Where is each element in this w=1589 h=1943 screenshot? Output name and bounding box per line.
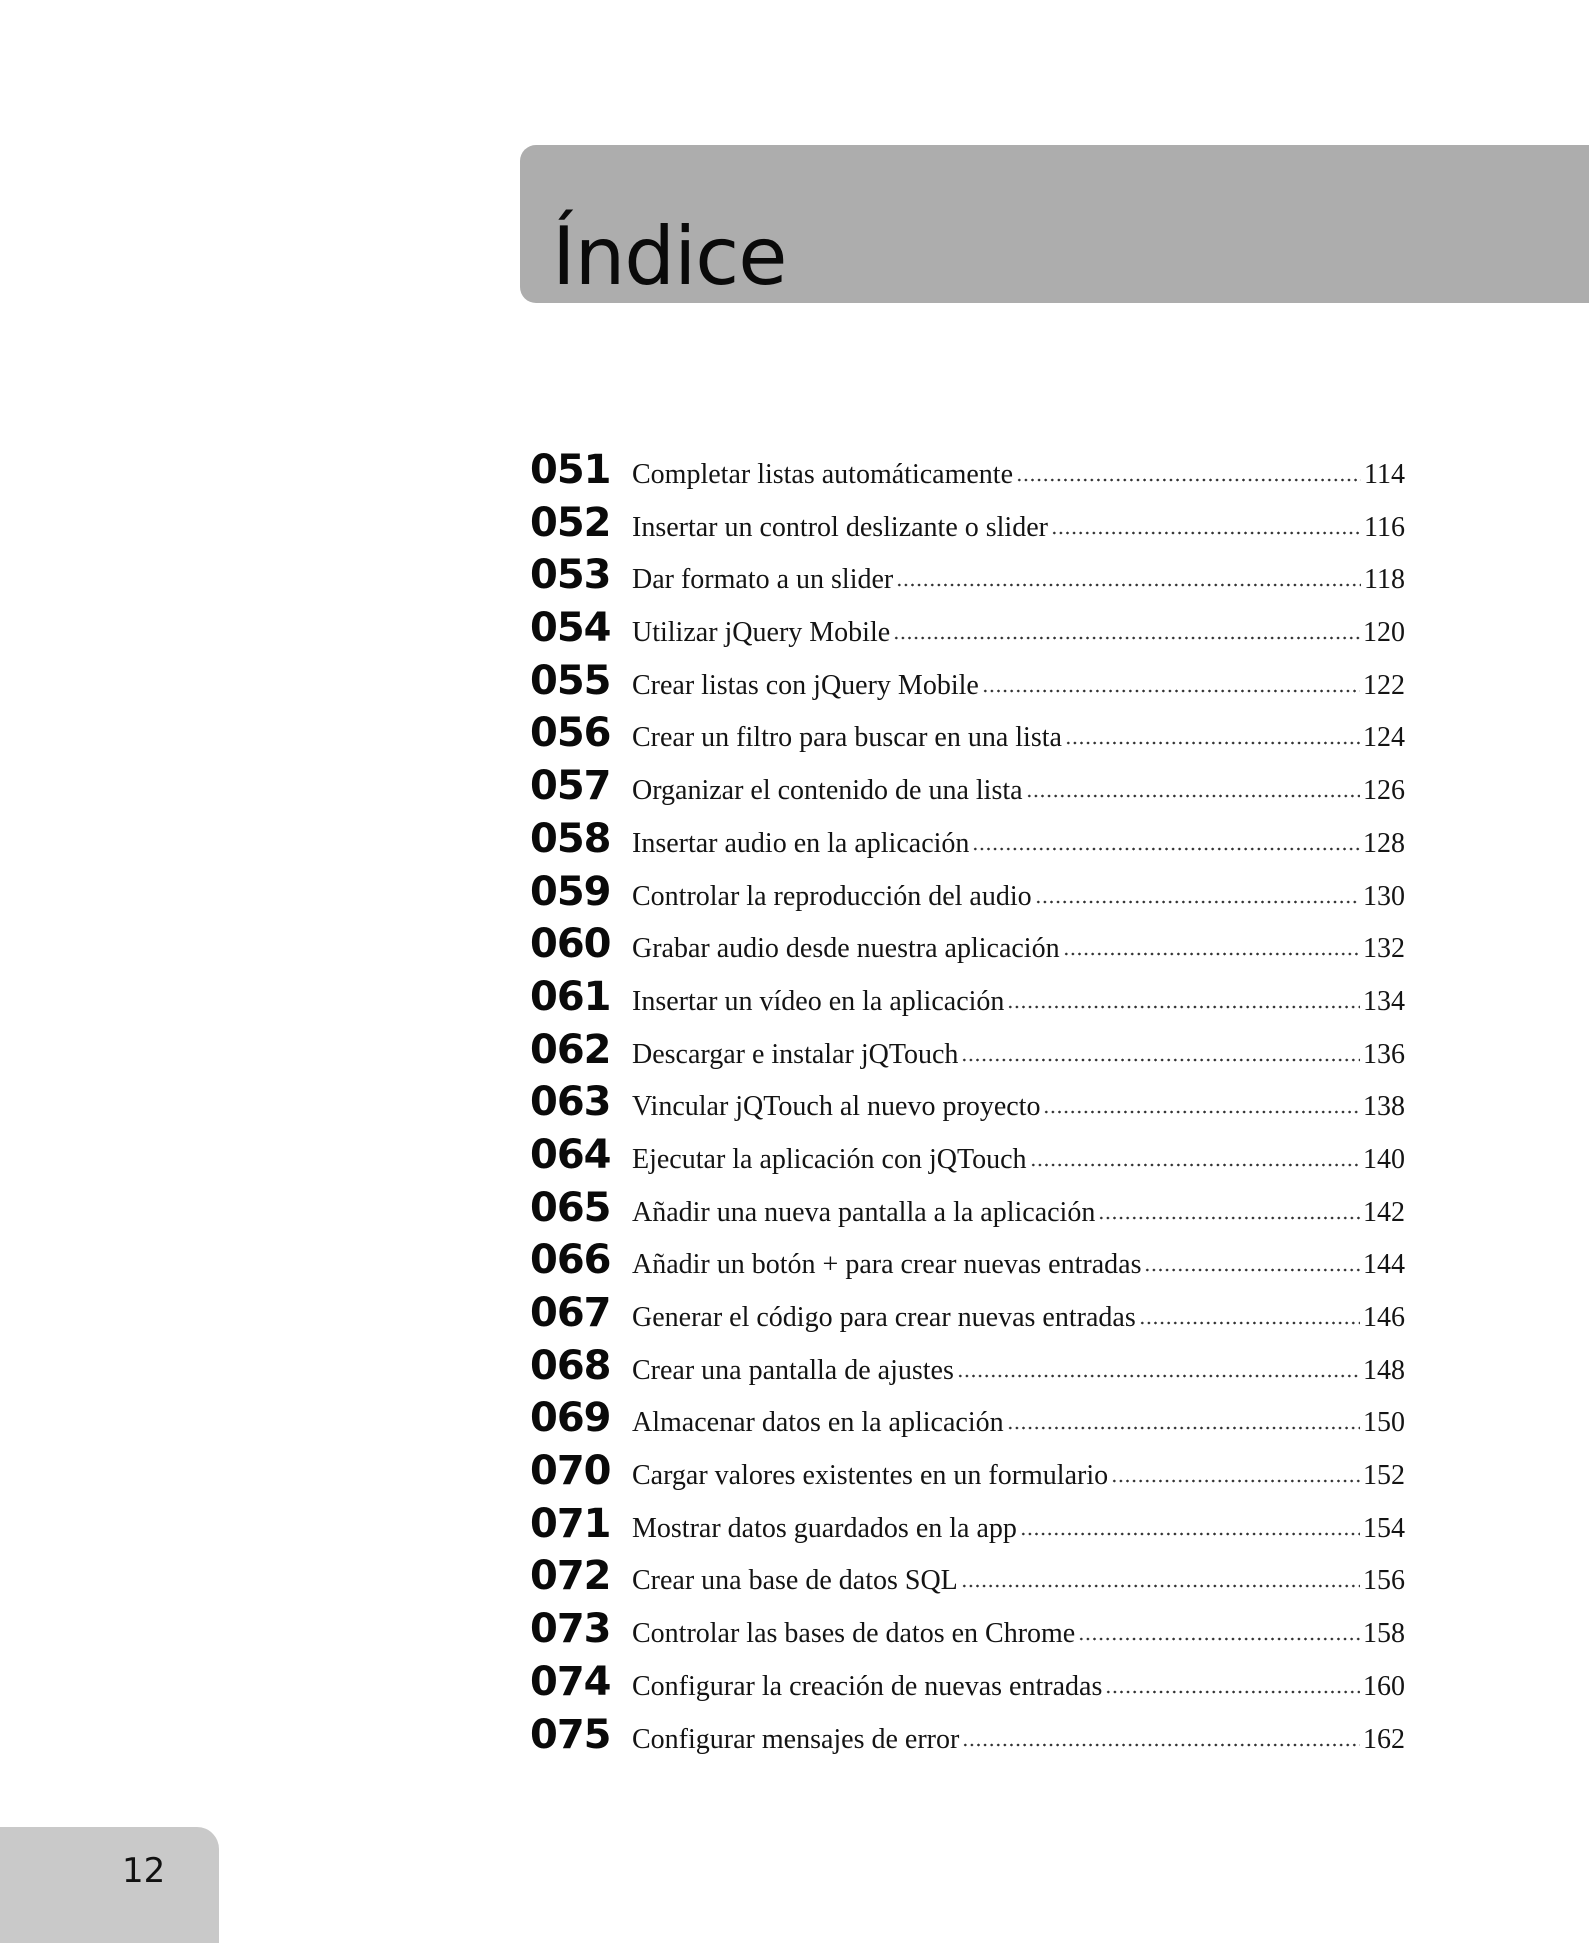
toc-entry-title: Configurar mensajes de error [632, 1723, 960, 1755]
toc-entry-number: 062 [530, 1026, 611, 1073]
toc-entry [530, 1079, 1405, 1132]
toc-entry [530, 710, 1405, 763]
dot-leader [893, 635, 1360, 641]
toc-entry-title: Almacenar datos en la aplicación [632, 1407, 1004, 1439]
toc-entry-title: Crear listas con jQuery Mobile [632, 669, 979, 701]
toc-entry-number: 053 [530, 552, 611, 599]
dot-leader [982, 688, 1360, 694]
toc-entry-title: Controlar las bases de datos en Chrome [632, 1618, 1076, 1650]
toc-entry-title: Organizar el contenido de una lista [632, 775, 1023, 807]
dot-leader [1007, 1425, 1360, 1431]
toc-entry-page: 152 [1363, 1460, 1405, 1492]
toc-entry-title: Controlar la reproducción del audio [632, 880, 1032, 912]
toc-entry-page: 128 [1363, 827, 1405, 859]
toc-entry-title: Mostrar datos guardados en la app [632, 1512, 1017, 1544]
toc-entry-number: 064 [530, 1131, 611, 1178]
toc-entry-number: 071 [530, 1500, 611, 1547]
toc-entry-number: 052 [530, 499, 611, 546]
toc-entry-page: 138 [1363, 1091, 1405, 1123]
toc-entry [530, 921, 1405, 974]
dot-leader [1144, 1267, 1360, 1273]
toc-entry [530, 1659, 1405, 1712]
toc-entry-title: Crear una pantalla de ajustes [632, 1354, 954, 1386]
dot-leader [1016, 477, 1361, 483]
toc-entry-page: 154 [1363, 1512, 1405, 1544]
dot-leader [1026, 793, 1360, 799]
toc-entry-number: 070 [530, 1448, 611, 1495]
toc-entry-page: 118 [1364, 564, 1405, 596]
toc-entry [530, 1237, 1405, 1290]
toc-entry-page: 114 [1364, 459, 1405, 490]
toc-entry [530, 1185, 1405, 1238]
toc-entry-page: 124 [1363, 722, 1405, 754]
toc-entry [530, 763, 1405, 816]
toc-entry-number: 069 [530, 1395, 611, 1442]
toc-entry-number: 075 [530, 1711, 611, 1758]
toc-entry [530, 605, 1405, 658]
toc-entry-page: 116 [1364, 511, 1405, 543]
toc-entry-number: 056 [530, 710, 611, 757]
page-number: 12 [122, 1851, 166, 1891]
toc-entry-page: 156 [1363, 1565, 1405, 1597]
toc-entry [530, 1343, 1405, 1396]
dot-leader [1030, 1162, 1360, 1168]
toc-entry-page: 120 [1363, 617, 1405, 649]
toc-entry-page: 122 [1363, 669, 1405, 701]
toc-entry-page: 144 [1363, 1249, 1405, 1281]
toc-entry-page: 146 [1363, 1302, 1405, 1333]
toc-entry-page: 134 [1363, 985, 1405, 1017]
toc-entry-title: Configurar la creación de nuevas entradas [632, 1670, 1103, 1702]
dot-leader [1007, 1004, 1360, 1010]
toc-entry-page: 132 [1363, 933, 1405, 965]
toc-entry-page: 126 [1363, 775, 1405, 807]
table-of-contents [530, 447, 1405, 1764]
toc-entry-number: 058 [530, 815, 611, 862]
toc-entry-number: 060 [530, 921, 611, 968]
toc-entry-title: Crear una base de datos SQL [632, 1565, 958, 1597]
dot-leader [1078, 1636, 1360, 1642]
toc-entry-title: Ejecutar la aplicación con jQTouch [632, 1143, 1027, 1175]
dot-leader [1020, 1531, 1360, 1537]
toc-entry-title: Insertar un vídeo en la aplicación [632, 985, 1005, 1017]
toc-entry-title: Completar listas automáticamente [632, 459, 1013, 490]
toc-entry-page: 158 [1363, 1618, 1405, 1650]
toc-entry-number: 066 [530, 1237, 611, 1284]
dot-leader [1111, 1478, 1360, 1484]
dot-leader [972, 846, 1360, 852]
toc-entry-number: 054 [530, 605, 611, 652]
toc-entry [530, 1606, 1405, 1659]
toc-entry [530, 447, 1405, 500]
toc-entry-page: 148 [1363, 1354, 1405, 1386]
toc-entry-number: 055 [530, 657, 611, 704]
toc-entry [530, 1501, 1405, 1554]
toc-entry [530, 816, 1405, 869]
toc-entry-title: Añadir un botón + para crear nuevas entradas [632, 1249, 1142, 1281]
dot-leader [961, 1583, 1360, 1589]
toc-entry-title: Vincular jQTouch al nuevo proyecto [632, 1091, 1041, 1123]
toc-entry-title: Insertar un control deslizante o slider [632, 511, 1048, 543]
dot-leader [957, 1373, 1360, 1379]
toc-entry-page: 140 [1363, 1143, 1405, 1175]
toc-entry-number: 065 [530, 1184, 611, 1231]
dot-leader [1035, 899, 1360, 905]
dot-leader [1105, 1689, 1360, 1695]
toc-entry-number: 073 [530, 1606, 611, 1653]
toc-entry-page: 162 [1363, 1723, 1405, 1755]
toc-entry-title: Insertar audio en la aplicación [632, 827, 970, 859]
toc-entry [530, 1132, 1405, 1185]
page-number-tab [0, 1827, 219, 1943]
toc-entry-page: 150 [1363, 1407, 1405, 1439]
toc-entry-page: 142 [1363, 1196, 1405, 1228]
page-title: Índice [552, 210, 787, 303]
toc-entry-page: 136 [1363, 1038, 1405, 1070]
toc-entry-title: Añadir una nueva pantalla a la aplicación [632, 1196, 1096, 1228]
toc-entry [530, 974, 1405, 1027]
toc-entry-title: Utilizar jQuery Mobile [632, 617, 891, 649]
dot-leader [1065, 740, 1360, 746]
dot-leader [896, 582, 1361, 588]
toc-entry-number: 057 [530, 763, 611, 810]
toc-entry-title: Cargar valores existentes en un formulario [632, 1460, 1109, 1492]
dot-leader [1051, 530, 1361, 536]
toc-entry [530, 1027, 1405, 1080]
toc-entry-number: 063 [530, 1079, 611, 1126]
toc-entry [530, 1712, 1405, 1765]
toc-entry [530, 500, 1405, 553]
dot-leader [1098, 1215, 1360, 1221]
toc-entry [530, 1290, 1405, 1343]
dot-leader [1063, 951, 1360, 957]
toc-entry-title: Descargar e instalar jQTouch [632, 1038, 959, 1070]
dot-leader [961, 1057, 1360, 1063]
toc-entry-title: Dar formato a un slider [632, 564, 894, 596]
toc-entry-title: Crear un filtro para buscar en una lista [632, 722, 1062, 754]
toc-entry-number: 059 [530, 868, 611, 915]
toc-entry-title: Grabar audio desde nuestra aplicación [632, 933, 1060, 965]
dot-leader [1043, 1109, 1360, 1115]
dot-leader [1139, 1320, 1360, 1326]
toc-entry [530, 869, 1405, 922]
toc-entry-number: 061 [530, 973, 611, 1020]
toc-entry [530, 1553, 1405, 1606]
toc-entry-page: 160 [1363, 1670, 1405, 1702]
toc-entry-number: 074 [530, 1658, 611, 1705]
toc-entry-number: 072 [530, 1553, 611, 1600]
toc-entry-title: Generar el código para crear nuevas entradas [632, 1302, 1136, 1333]
toc-entry [530, 1448, 1405, 1501]
dot-leader [962, 1742, 1360, 1748]
toc-entry [530, 552, 1405, 605]
toc-entry-number: 067 [530, 1290, 611, 1336]
toc-entry [530, 658, 1405, 711]
toc-entry-number: 068 [530, 1342, 611, 1389]
toc-entry-number: 051 [530, 447, 611, 493]
toc-entry [530, 1395, 1405, 1448]
header-band [520, 145, 1589, 303]
toc-entry-page: 130 [1363, 880, 1405, 912]
